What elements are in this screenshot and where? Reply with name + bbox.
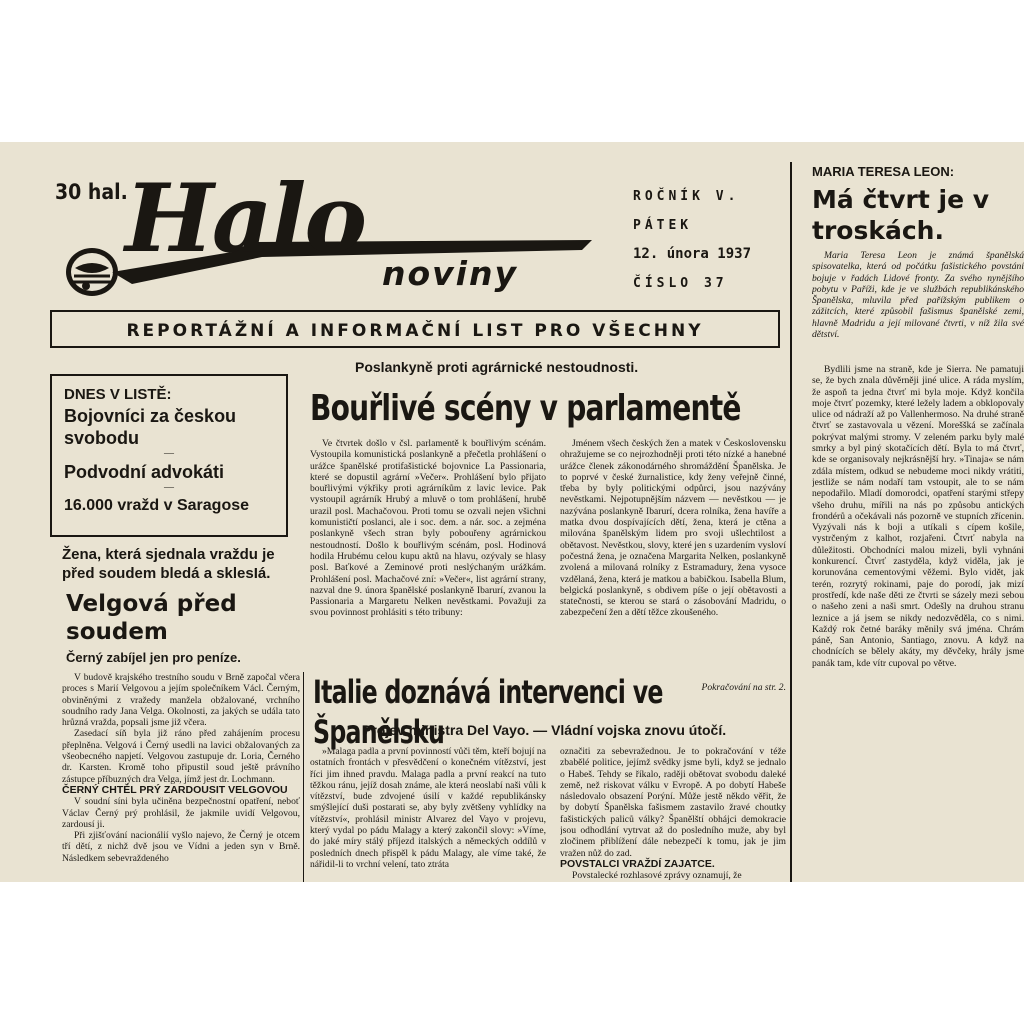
paragraph: Ve čtvrtek došlo v čsl. parlamentě k bouřlivým scénám. Vystoupila komunistická poslankyně a přečetla prohlášení o urážce španělské protifašistické bojovnice La Passionaria, které se dopustil agrární »Večer«. Prohlášení bylo přijato bouřlivými výkřiky proti agrárníkům z lavic levice. Pak vystoupil agrárník Hrubý a mluvě o tom prohlášení, hrubě urazil posl. Machačovou. Proti tomu se ozvali nejen všichni komunističtí poslanci, ale i soc. dem. a nár. soc. a zejména poslankyně všech stran byly pobouřeny agrárnickou nestoudností. Došlo k bouřlivým scénám, posl. Hodinová hodila Hrubému celou kupu aktů na hlavu, ozývaly se hlasy posl. Baťkové a Zeminové proti neslýchaným urážkám. Prohlášení posl. Machačové zní: »Večer«, list agrární strany, nazval dne 9. února španělské poslankyně Ibarurí, zvanou la Passionaria a Margaretu Nelken nevěstkami. Považuji za svou povinnost prohlásiti s této tribuny: <box>310 438 546 619</box>
divider: — <box>164 482 174 493</box>
column-divider <box>790 162 792 882</box>
day-label: PÁTEK <box>633 218 693 233</box>
newspaper-page <box>0 142 1024 882</box>
article-body <box>812 364 1024 882</box>
article-deck: Žena, která sjednala vraždu je před soudem bledá a sklesIá. <box>62 546 275 582</box>
section-subhead: POVSTALCI VRAŽDÍ ZAJATCE. <box>560 857 715 870</box>
article-deck: Poslankyně proti agrárnické nestoudnosti. <box>355 359 639 375</box>
contents-box <box>50 374 288 537</box>
issue-info <box>633 182 751 298</box>
article-headline: Italie doznává intervenci ve Španělsku <box>313 673 663 751</box>
paragraph: Při zjišťování nacionálií vyšlo najevo, že Černý je otcem tří dětí, z nichž dvě jsou ve Vídni a jeden syn v Brně. Následkem sebevraždeného <box>62 830 300 864</box>
article-deck: Projev ministra Del Vayo. — Vládní vojska znovu útočí. <box>362 722 727 738</box>
price-label: 30 hal. <box>55 180 128 204</box>
volume-label: ROČNÍK V. <box>633 189 740 204</box>
article-intro <box>812 250 1024 360</box>
newspaper-logo: Halo <box>125 164 366 274</box>
paragraph: Bydlili jsme na straně, kde je Sierra. Ne pamatuji se, že bych znala důvěrněji jiné ulice. A ráda myslím, že aspoň ta jedna čtvrť mi byla moje. Když končila moje čtvrť pozemky, které ležely ladem a obklopovaly ulice od nádraží až po Vallenhermoso. Na druhé straně čtvrť se zastavovala u vězení. Moreššká se začínala pokrývat malými stromy. V zeleném parku byly malé smrky a byl piný skotačících dětí. Byla to má čtvrť, kde se organisovaly nejkrásnější hry. »Tinaja« se nám zdála místem, odkud se nebudeme moci nikdy vrátiti, jestliže se nám nodaří tam vstoupit, ale to se nám nepodařilo. Mladí domorodci, opatření starými střepy všeho druhu, mířili na nás po způsobu antických frondérů a očekávali nás pozorně ve stupních zřícenin. Vyzývali nás k boji a utíkali s cípem košile, vystrčeným z kalhot, rozjařeni. Čtvrť nabyla na důležitosti. Obchodníci malou mizeli, byli vyhnáni konkurencí. Čtvrť zastyděla, když viděla, jak je korunována cementovými věžemi. Bylo vidět, jak terén, rozrytý rokinami, paje do porodí, jak mizí prostředí, kde naše děti ze čtvrti se sázely mezi sebou o našeho zeni a naši smrt. Odešly na druhou stranu leznice a já jsem se nikdy nedozvěděla, co s nimi. Každý rok četné baráky měnily svá jména. Chrám páně, San Antonio, Santiago, znovu. A když na chodnících se bělely akáty, my děvčeky, hrály jsme panák tam, kde vítr cupoval po větve. <box>812 364 1024 669</box>
paragraph: Povstalecké rozhlasové zprávy oznamují, že <box>572 870 742 882</box>
contents-item: Podvodní advokáti <box>64 462 225 482</box>
section-subhead: ČERNÝ CHTĚL PRÝ ZARDOUSIT VELGOVOU <box>62 783 288 796</box>
contents-kicker: DNES V LISTĚ: <box>64 386 172 403</box>
column-divider <box>303 672 304 882</box>
paragraph: V budově krajského trestního soudu v Brně započal včera proces s Marií Velgovou a jejím společníkem Václ. Černým, obviněnými z vražedy manžela obžalované, vrchního soudního rady Jana Velga. Okolnosti, za jakých se udála tato hrůzná vražda, popsali jsme již včera. <box>62 672 300 729</box>
contents-item: Bojovníci za českou svobodu <box>64 406 237 448</box>
newspaper-logo-subtitle: noviny <box>382 254 518 293</box>
article-headline: Má čtvrt je v troskách. <box>812 185 990 245</box>
date-label: 12. února 1937 <box>633 246 752 262</box>
paragraph: »Malaga padla a první povinností vůči těm, kteří bojují na ostatních frontách v přesvědčení o konečném vítězství, jest říci jim ihned pravdu. Malaga padla a první reakcí na tuto těžkou ránu, jejíž dosah známe, ale která neoslabí naši vůli k vítězství, bude zdvojené úsilí v každé republikánsky smýšlející duši postarati se, aby byly zvětšeny vyhlídky na vítězství«, prohlásil ministr Alvarez del Vayo v projevu, který vydal po pádu Malagy a který zakončil slovy: »Víme, do jaké míry stálý příjezd italských a německých oddílů v posledních dnech přispěl k pádu Malagy, ale víme také, že nářidil-li to vrchní velení, tato ztráta <box>310 746 546 870</box>
divider: — <box>164 448 174 459</box>
paragraph: Maria Teresa Leon je známá španělská spisovatelka, která od počátku fašistického povstání bojuje v řadách Lidové fronty. Za svého nynějšího pobytu v Paříži, kde je ve službách republikánského Španělska, mluvila před pařížským publikem o zážitcích, které způsobil fašismus španělské zemi, hlavně Madridu a její milované čtvrti, v níž žila své dětství. <box>812 250 1024 341</box>
continuation-note: Pokračování na str. 2. <box>701 682 786 693</box>
paragraph: označiti za sebevražednou. Je to pokračování v téže zbabělé politice, jejímž svědky jsme byli, když se jednalo o Habeš. Tehdy se říkalo, raději obětovat svobodu daleké země, než riskovat válku v Evropě. A po dobytí Habeše následovalo obsazení Porýní. Může jestě někdo věřit, že by dobytí Španělska fašismem zastavilo žravé choutky fašistických paliců války? Španělští obhájci demokracie jsou odhodlání vytrvat až do posledního muže, aby byl zločinem přiblížení dále nebezpečí k tomu, jak je jim vražen nůž do zad. <box>560 746 786 859</box>
issue-number: ČÍSLO 37 <box>633 276 728 291</box>
article-body <box>560 438 786 682</box>
article-headline: Velgová před soudem <box>66 591 237 645</box>
article-author: MARIA TERESA LEON: <box>812 164 955 179</box>
article-subheadline: Černý zabíjel jen pro peníze. <box>66 650 241 665</box>
slogan-banner: REPORTÁŽNÍ A INFORMAČNÍ LIST PRO VŠECHNY <box>50 310 780 348</box>
paragraph: Jménem všech českých žen a matek v Československu ohražujeme se co nejrozhodněji proti této nízké a hanebné urážce členek zákonodárného shromáždění Španělska. Je to poprvé v české žurnalistice, kdy ženy veřejně činné, třeba by byly politickými odpůrci, jsou nazývány nevěstkami. Nejpotupnějším názvem — nevěstkou — je nazývána poslankyně Ibarurí, dcera rolníka, žena havíře a matka dvou dospívajících dětí, žena, která je ctěna a milována španělským lidem pro svoji ušlechtilost a obětavost. Nevěstkou, slovy, které jen s uzardením vysloví počestná žena, je označena Margarita Nelken, poslankyně zvolená a milovaná rolníky z Estramadury, žena vysoce vzdělaná, žena, která je matkou a babičkou. Isabella Blum, belgická poslankyně, s obdivem píše o její obětavosti a statečnosti, se kterou se stará o zásobování Madridu, o zabezpečení žen a dětí těžce zkoušeného. <box>560 438 786 619</box>
paragraph: Zasedací síň byla již ráno před zahájením procesu přeplněna. Velgová i Černý usedli na lavici obžalovaných za všeobecného napjetí. Velgovou zastupuje dr. Loria, Černého dr. Karsten. Kromě toho připustil soud ještě právního zástupce příbuzných dra Velga, jímž jest dr. Lochmann. <box>62 728 300 785</box>
article-body <box>62 672 300 878</box>
contents-item: 16.000 vražd v Saragose <box>64 497 250 514</box>
article-headline: Bouřlivé scény v parlamentě <box>310 388 741 429</box>
article-body <box>310 746 546 878</box>
article-body <box>560 746 786 882</box>
paragraph: V soudní síni byla učiněna bezpečnostní opatření, neboť Václav Černý prý prohlásil, že jakmile uvidí Velgovou, zardousí ji. <box>62 796 300 830</box>
